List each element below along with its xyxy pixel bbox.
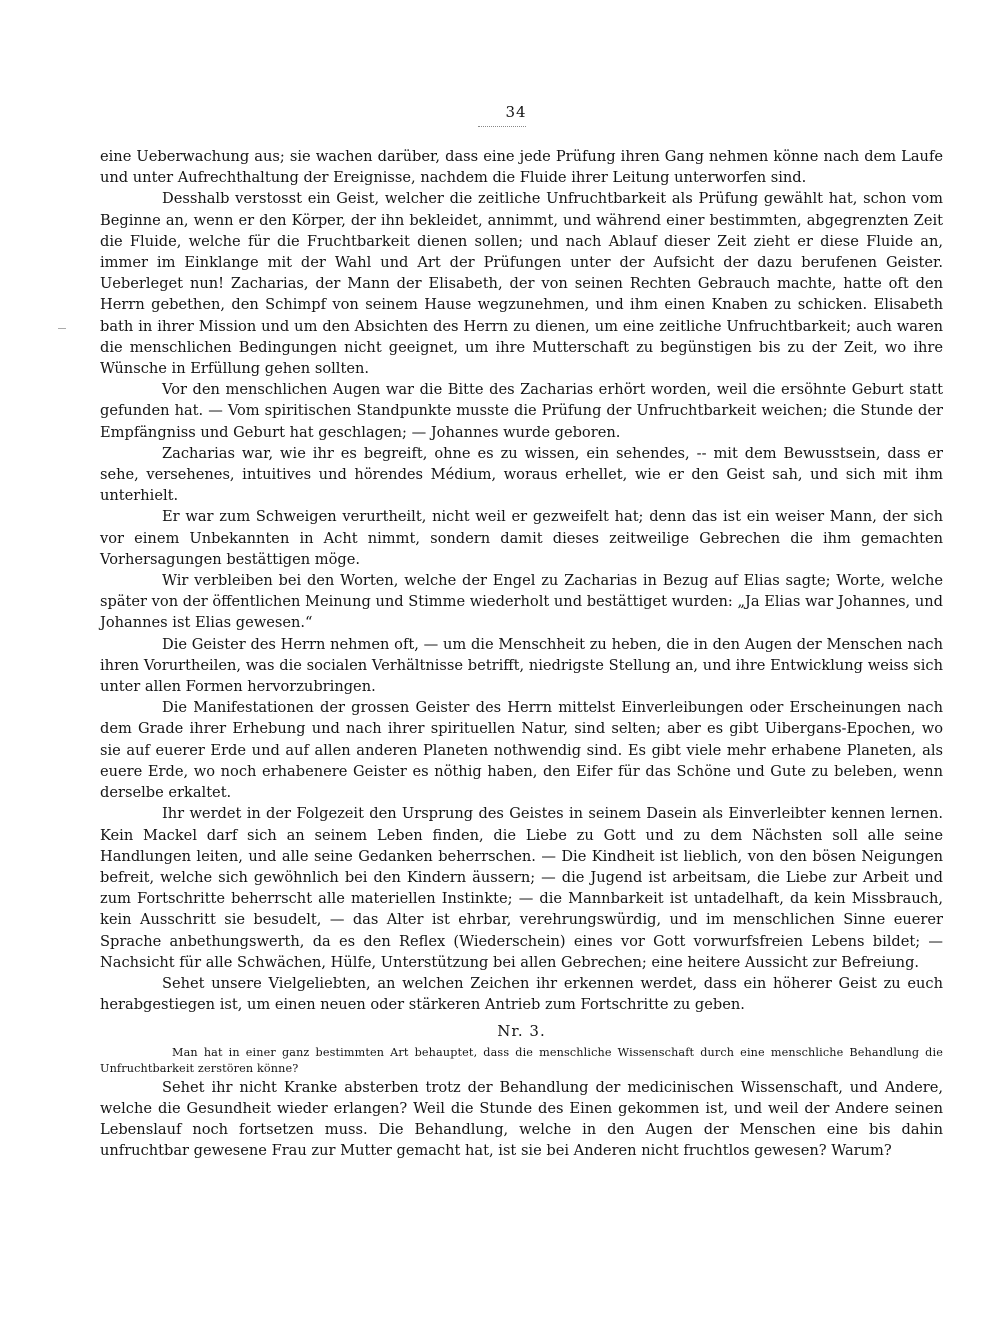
section-question: Man hat in einer ganz bestimmten Art behauptet, dass die menschliche Wissenschaft durch eine menschliche Behandlung die Unfruchtbarkeit zerstören könne? [100,1045,943,1075]
paragraph: Wir verbleiben bei den Worten, welche der Engel zu Zacharias in Bezug auf Elias sagte; Worte, welche später von der öffentlichen Meinung und Stimme wiederholt und bestättiget wurden: „Ja Elias war Johannes, und Johannes ist Elias gewesen.“ [100,572,943,632]
section-heading: Nr. 3. [497,1022,546,1041]
margin-mark [58,328,66,329]
paragraph: Ihr werdet in der Folgezeit den Ursprung des Geistes in seinem Dasein als Einverleibter kennen lernen. Kein Mackel darf sich an seinem Leben finden, die Liebe zu Gott und zu dem Nächsten soll alle seine Handlungen leiten, und alle seine Gedanken beherrschen. — Die Kindheit ist lieblich, von den bösen Neigungen befreit, welche sich gewöhnlich bei den Kindern äussern; — die Jugend ist arbeitsam, die Liebe zur Arbeit und zum Fortschritte beherrscht alle materiellen Instinkte; — die Mannbarkeit ist untadelhaft, da kein Missbrauch, kein Ausschritt sie besudelt, — das Alter ist ehrbar, verehrungswürdig, und im menschlichen Sinne euerer Sprache anbethungswerth, da es den Reflex (Wiederschein) eines vor Gott vorwurfsfreien Lebens bildet; — Nachsicht für alle Schwächen, Hülfe, Unterstützung bei allen Gebrechen; eine heitere Aussicht zur Befreiung. [100,805,943,971]
paragraph: Zacharias war, wie ihr es begreift, ohne es zu wissen, ein sehendes, -- mit dem Bewusstsein, dass er sehe, versehenes, intuitives und hörendes Médium, woraus erhellet, wie er den Geist sah, und sich mit ihm unterhielt. [100,444,943,505]
paragraph: Er war zum Schweigen verurtheilt, nicht weil er gezweifelt hat; denn das ist ein weiser Mann, der sich vor einem Unbekannten in Acht nimmt, sondern damit dieses zeitweilige Gebrechen die ihm gemachten Vorhersagungen bestättigen möge. [100,508,943,568]
paragraph: Die Geister des Herrn nehmen oft, — um die Menschheit zu heben, die in den Augen der Menschen nach ihren Vorurtheilen, was die socialen Verhältnisse betrifft, niedrigste Stellung an, und ihre Entwicklung weiss sich unter allen Formen hervorzubringen. [100,635,943,696]
page-number-rule [478,126,526,127]
page-number: 34 [505,103,527,121]
body-text [100,146,943,1161]
paragraph: Desshalb verstosst ein Geist, welcher die zeitliche Unfruchtbarkeit als Prüfung gewählt hat, schon vom Beginne an, wenn er den Körper, der ihn bekleidet, annimmt, und während einer bestimmten, abgegrenzten Zeit die Fluide, welche für die Fruchtbarkeit dienen sollen; und nach Ablauf dieser Zeit zieht er diese Fluide an, immer im Einklange mit der Wahl und Art der Prüfungen unter der Aufsicht der dazu berufenen Geister. Ueberleget nun! Zacharias, der Mann der Elisabeth, der von seinen Rechten Gebrauch machte, hatte oft den Herrn gebethen, den Schimpf von seinem Hause wegzunehmen, und ihm einen Knaben zu schicken. Elisabeth bath in ihrer Mission und um den Absichten des Herrn zu dienen, um eine zeitliche Unfruchtbarkeit; auch waren die menschlichen Bedingungen nicht geeignet, um ihre Mutterschaft zu begünstigen bis zu der Zeit, wo ihre Wünsche in Erfüllung gehen sollten. [100,190,943,378]
paragraph: Die Manifestationen der grossen Geister des Herrn mittelst Einverleibungen oder Erscheinungen nach dem Grade ihrer Erhebung und nach ihrer spirituellen Natur, sind selten; aber es gibt Uibergans-Epochen, wo sie auf euerer Erde und auf allen anderen Planeten nothwendig sind. Es gibt viele mehr erhabene Planeten, als euere Erde, wo noch erhabenere Geister es nöthig haben, den Eifer für das Schöne und Gute zu beleben, wenn derselbe erkaltet. [100,699,943,802]
section-answer: Sehet ihr nicht Kranke absterben trotz der Behandlung der medicinischen Wissenschaft, und Andere, welche die Gesundheit wieder erlangen? Weil die Stunde des Einen gekommen ist, und weil der Andere seinen Lebenslauf noch fortsetzen muss. Die Behandlung, welche in den Augen der Menschen eine bis dahin unfruchtbar gewesene Frau zur Mutter gemacht hat, ist sie bei Anderen nicht fruchtlos gewesen? Warum? [100,1078,943,1160]
paragraph: Sehet unsere Vielgeliebten, an welchen Zeichen ihr erkennen werdet, dass ein höherer Geist zu euch herabgestiegen ist, um einen neuen oder stärkeren Antrieb zum Fortschritte zu geben. [100,974,943,1014]
paragraph: eine Ueberwachung aus; sie wachen darüber, dass eine jede Prüfung ihren Gang nehmen könne nach dem Laufe und unter Aufrechthaltung der Ereignisse, nachdem die Fluide ihrer Leitung unterworfen sind. [100,148,943,187]
paragraph: Vor den menschlichen Augen war die Bitte des Zacharias erhört worden, weil die ersöhnte Geburt statt gefunden hat. — Vom spiritischen Standpunkte musste die Prüfung der Unfruchtbarkeit weichen; die Stunde der Empfängniss und Geburt hat geschlagen; — Johannes wurde geboren. [100,381,943,441]
